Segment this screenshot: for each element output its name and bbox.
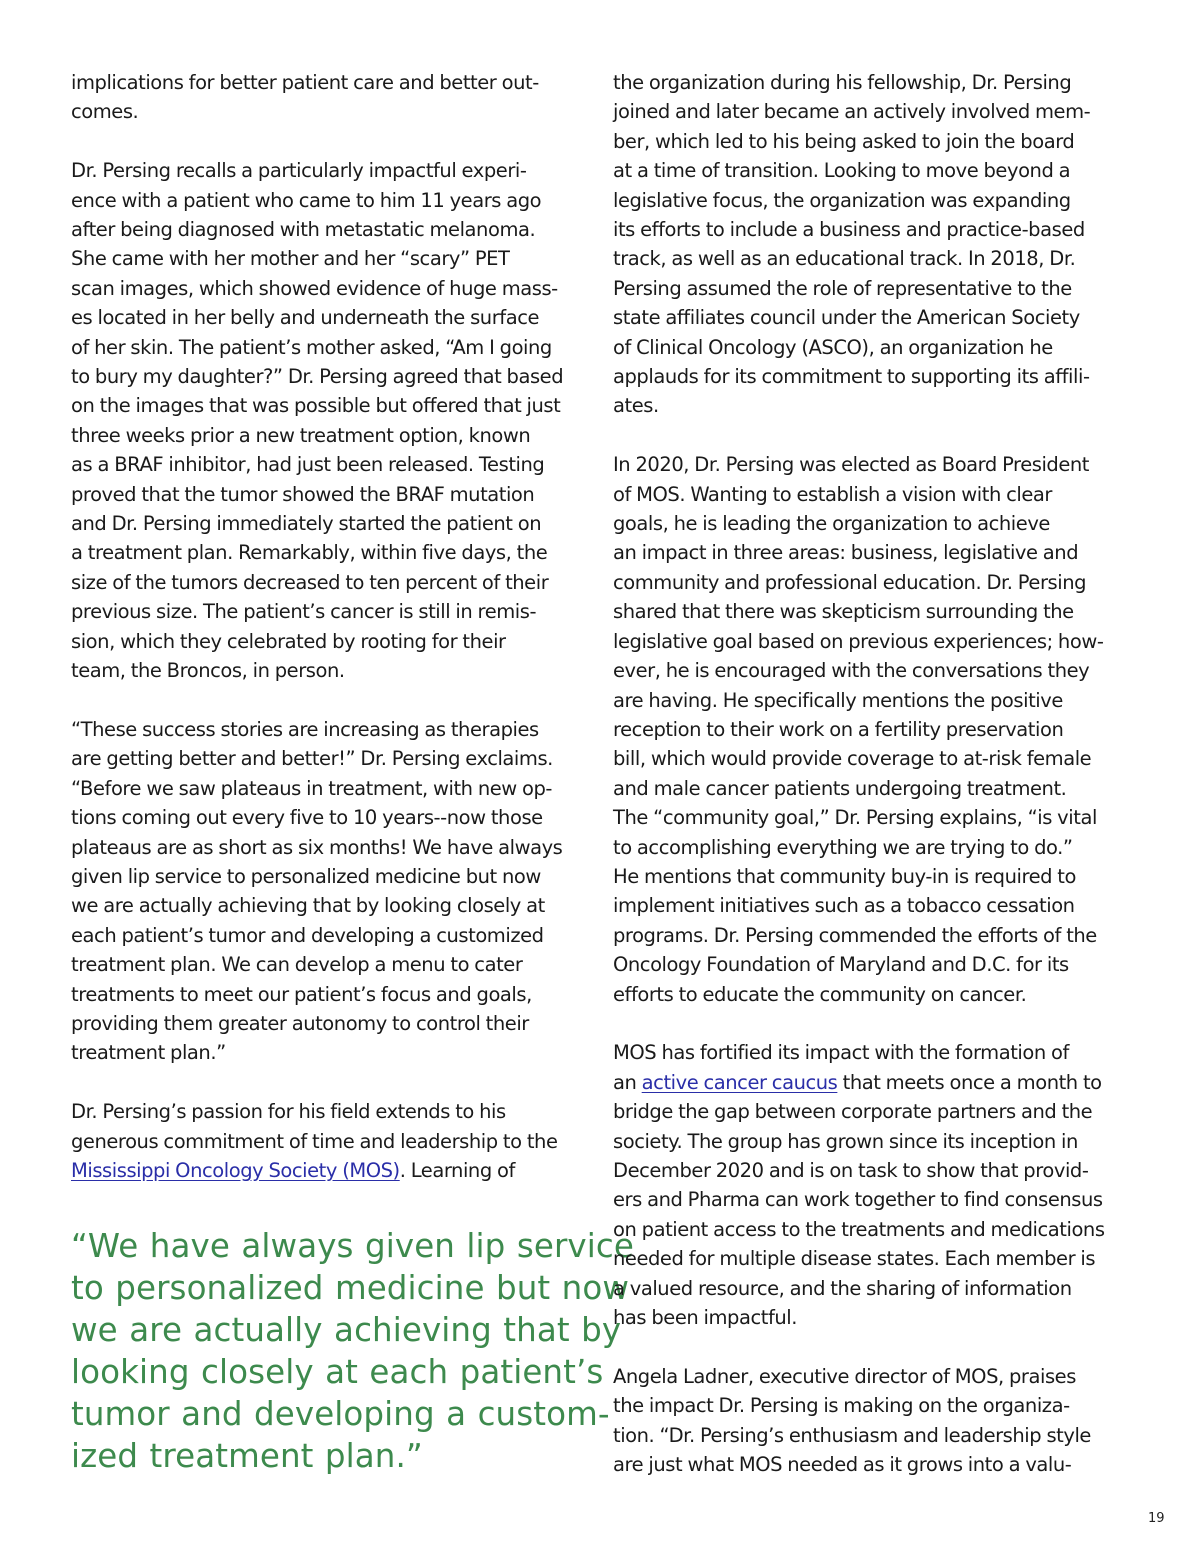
pull-quote: “We have always given lip service to personalized medicine but now we are actually achieving that by looking closely at each patient’s tumor and developing a custom- ized treatment plan.” xyxy=(71,1227,634,1475)
left-column xyxy=(71,68,601,1215)
paragraph-angela-ladner: Angela Ladner, executive director of MOS, praises the impact Dr. Persing is making on the organiza- tion. “Dr. Persing’s enthusiasm and leadership style are just what MOS needed as it grows into a valu- xyxy=(613,1364,1091,1477)
page-number: 19 xyxy=(1148,1511,1165,1526)
active-cancer-caucus-link[interactable]: active cancer caucus xyxy=(641,1070,838,1094)
paragraph-outcomes: implications for better patient care and better out- comes. xyxy=(71,71,539,124)
paragraph-success-stories-quote: “These success stories are increasing as therapies are getting better and better!” Dr. Persing exclaims. “Before we saw plateaus in treatment, with new op- tions coming out every five to 10 years--now those plateaus are as short as six months! We have always given lip service to personalized medicine but now we are actually achieving that by looking closely at each patient’s tumor and developing a customized treatment plan. We can develop a menu to cater treatments to meet our patient’s focus and goals, providing them greater autonomy to control their treatment plan.” xyxy=(71,717,563,1065)
paragraph-fellowship: the organization during his fellowship, Dr. Persing joined and later became an actively involved mem- ber, which led to his being asked to join the board at a time of transition. Looking to move beyond a legislative focus, the organization was expanding its efforts to include a business and practice-based track, as well as an educational track. In 2018, Dr. Persing assumed the role of representative to the state affiliates council under the American Society of Clinical Oncology (ASCO), an organization he applauds for its commitment to supporting its affili- ates. xyxy=(613,71,1091,418)
paragraph-board-president: In 2020, Dr. Persing was elected as Board President of MOS. Wanting to establish a vision with clear goals, he is leading the organization to achieve an impact in three areas: business, legislative and community and professional education. Dr. Persing shared that there was skepticism surrounding the legislative goal based on previous experiences; how- ever, he is encouraged with the conversations they are having. He specifically mentions the positive reception to their work on a fertility preservation bill, which would provide coverage to at-risk female and male cancer patients undergoing treatment. The “community goal,” Dr. Persing explains, “is vital to accomplishing everything we are trying to do.” He mentions that community buy-in is required to implement initiatives such as a tobacco cessation programs. Dr. Persing commended the efforts of the Oncology Foundation of Maryland and D.C. for its efforts to educate the community on cancer. xyxy=(613,453,1104,1006)
right-column xyxy=(613,68,1143,1509)
paragraph-patient-story: Dr. Persing recalls a particularly impactful experi- ence with a patient who came to him 11 years ago after being diagnosed with metastatic melanoma. She came with her mother and her “scary” PET scan images, which showed evidence of huge mass- es located in her belly and underneath the surface of her skin. The patient’s mother asked, “Am I going to bury my daughter?” Dr. Persing agreed that based on the images that was possible but offered that just three weeks prior a new treatment option, known as a BRAF inhibitor, had just been released. Testing proved that the tumor showed the BRAF mutation and Dr. Persing immediately started the patient on a treatment plan. Remarkably, within five days, the size of the tumors decreased to ten percent of their previous size. The patient’s cancer is still in remis- sion, which they celebrated by rooting for their team, the Broncos, in person. xyxy=(71,159,564,683)
paragraph-passion: Dr. Persing’s passion for his field extends to his generous commitment of time and leadership to the Mississippi Oncology Society (MOS). Learning of xyxy=(71,1100,558,1182)
paragraph-cancer-caucus: MOS has fortified its impact with the formation of an active cancer caucus that meets once a month to bridge the gap between corporate partners and the society. The group has grown since its inception in December 2020 and is on task to show that provid- ers and Pharma can work together to find consensus on patient access to the treatments and medications needed for multiple disease states. Each member is a valued resource, and the sharing of information has been impactful. xyxy=(613,1041,1105,1330)
mos-link[interactable]: Mississippi Oncology Society (MOS) xyxy=(71,1158,400,1182)
